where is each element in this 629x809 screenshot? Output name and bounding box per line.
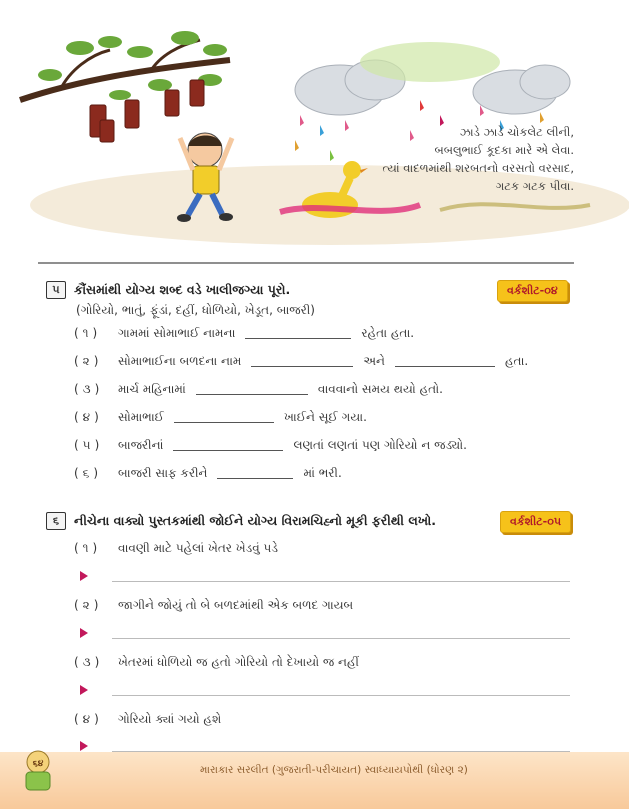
worksheet-badge: વર્કશીટ-૦૪ [497,280,568,302]
answer-underline [112,695,570,696]
arrow-icon [80,741,88,751]
item-number: (૧) [74,326,102,340]
poem-line: ત્યાં વાદળમાંથી શરબતનો વરસતો વરસાદ, [382,161,574,175]
item-number: (૬) [74,466,103,480]
page-number-icon [18,748,58,794]
worksheet-badge: વર્કશીટ-૦૫ [500,511,571,533]
answer-underline [112,581,570,582]
poem-line: બબલુભાઈ કૂદકા મારે એ લેવા. [434,143,574,157]
answer-line[interactable] [80,570,570,588]
question-2-header [46,512,436,530]
fill-item [74,438,467,453]
sentence-item [74,655,359,670]
sentence-text: ગોરિયો ક્યાં ગયો હશે [118,712,222,726]
sentence-text: ખેતરમાં ધોળિયો જ હતો ગોરિયો તો દેખાયો જ નહીં [118,655,359,669]
page-footer [0,752,629,809]
question-number: ૬ [46,512,66,530]
blank-field[interactable] [217,467,293,479]
fill-item [74,354,528,369]
blank-field[interactable] [173,439,283,451]
item-text: બાજરી સાફ કરીને [118,466,208,480]
item-text: વાવવાનો સમય થયો હતો. [317,382,443,396]
fill-item [74,326,414,341]
arrow-icon [80,685,88,695]
item-text: હતા. [505,354,529,368]
item-text: સોમાભાઈ [118,410,164,424]
item-number: (૧) [74,541,102,555]
blank-field[interactable] [245,327,351,339]
item-number: (૨) [74,598,103,612]
item-text: સોમાભાઈના બળદના નામ [118,354,242,368]
answer-line[interactable] [80,684,570,702]
word-choices: (ગોરિયો, ભાતું, ફૂંડાં, દહીં, ધોળિયો, ખેડૂત, બાજરી) [76,303,315,317]
item-text: માર્ચ મહિનામાં [118,382,186,396]
item-text: માં ભરી. [303,466,342,480]
question-title: નીચેના વાક્યો પુસ્તકમાંથી જોઈને યોગ્ય વિરામચિહ્નો મૂકી ફરીથી લખો. [74,513,436,528]
fill-item [74,410,367,425]
footer-title: મારાકાર સરલીત (ગુજરાતી-પરીચાયત) સ્વાધ્યાયપોથી (ધોરણ ૨) [200,764,468,776]
sentence-text: જાગીને જોયું તો બે બળદમાંથી એક બળદ ગાયબ [118,598,354,612]
item-text: ગામમાં સોમાભાઈ નામના [118,326,236,340]
answer-line[interactable] [80,627,570,645]
item-text: બાજરીનાં [118,438,164,452]
question-title: કૌંસમાંથી યોગ્ય શબ્દ વડે ખાલીજગ્યા પૂરો. [74,282,291,297]
page-number: ૬૪ [32,759,44,769]
sentence-item [74,712,221,727]
question-1-header [46,281,290,299]
poem-line: ઝાડે ઝાડે ચોકલેટ લીની, [459,125,574,139]
answer-underline [112,638,570,639]
sentence-item [74,598,353,613]
sentence-item [74,541,278,556]
question-number: ૫ [46,281,66,299]
blank-field[interactable] [196,383,308,395]
blank-field[interactable] [395,355,495,367]
item-text: લણતાં લણતાં પણ ગોરિયો ન જડ્યો. [293,438,467,452]
item-number: (૩) [74,655,104,669]
item-text: અને [363,354,385,368]
arrow-icon [80,571,88,581]
poem [383,123,574,195]
item-number: (૪) [74,712,103,726]
item-number: (૪) [74,410,103,424]
sentence-text: વાવણી માટે પહેલાં ખેતર ખેડવું પડે [118,541,278,555]
blank-field[interactable] [251,355,353,367]
blank-field[interactable] [174,411,274,423]
item-number: (૫) [74,438,104,452]
fill-item [74,382,443,397]
item-number: (૨) [74,354,103,368]
arrow-icon [80,628,88,638]
poem-line: ગટક ગટક પીવા. [495,179,574,193]
section-divider [38,262,574,264]
item-text: રહેતા હતા. [361,326,415,340]
fill-item [74,466,342,481]
item-number: (૩) [74,382,104,396]
item-text: ખાઈને સૂઈ ગયા. [283,410,367,424]
